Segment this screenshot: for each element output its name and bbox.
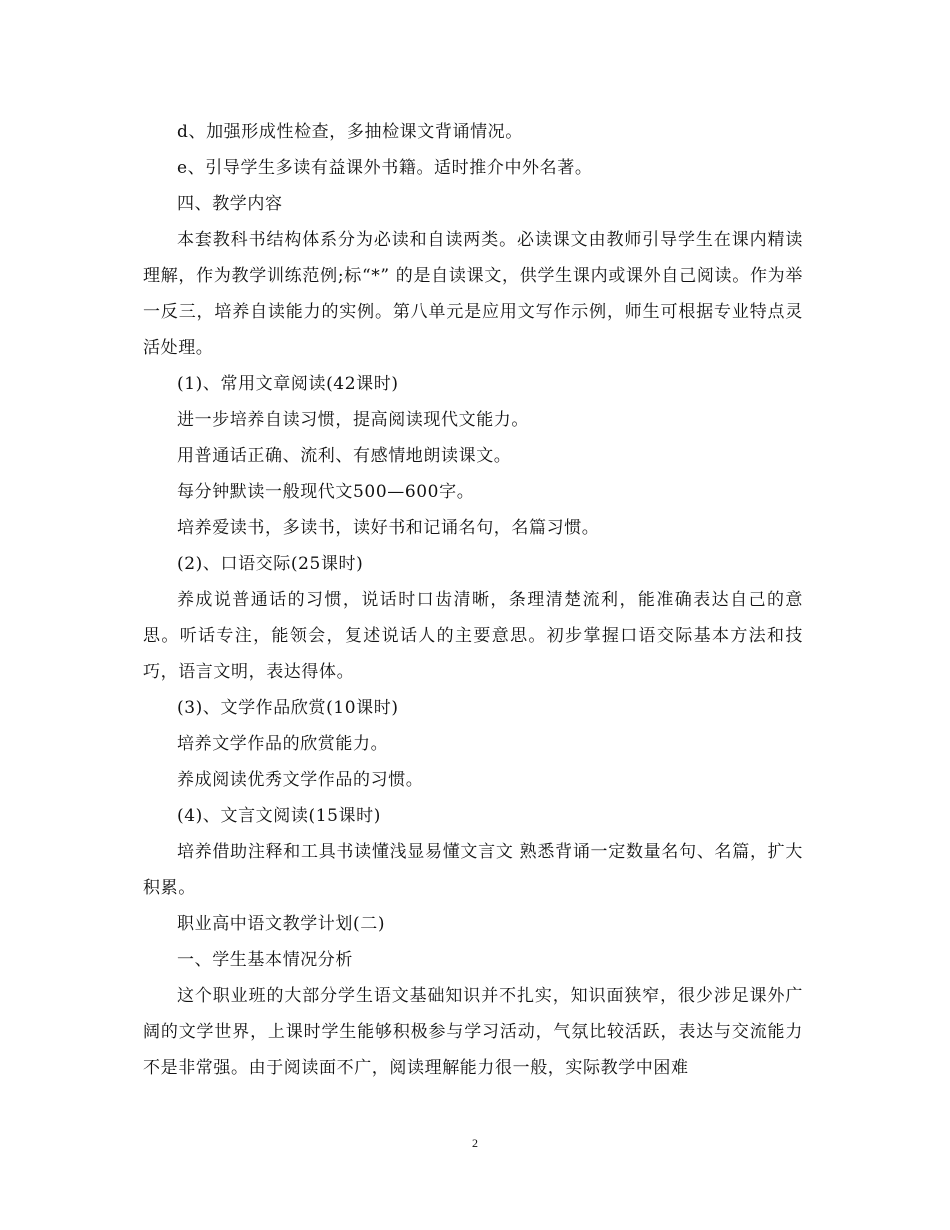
subsection-heading-classical-reading: (4)、文言文阅读(15课时) [177,806,381,826]
page-number: 2 [472,1136,478,1150]
textbook-structure-paragraph: 本套教科书结构体系分为必读和自读两类。必读课文由教师引导学生在课内精读理解，作为教学训练范例;标“*” 的是自读课文，供学生课内或课外自己阅读。作为举一反三，培养自读能力的实例。第八单元是应用文写作示例，师生可根据专业特点灵活处理。 [143,230,803,358]
item-e-text: e、引导学生多读有益课外书籍。适时推介中外名著。 [177,158,593,178]
student-analysis-paragraph: 这个职业班的大部分学生语文基础知识并不扎实，知识面狭窄，很少涉足课外广阔的文学世界，上课时学生能够积极参与学习活动，气氛比较活跃，表达与交流能力不是非常强。由于阅读面不广，阅读理解能力很一般，实际教学中困难 [143,986,803,1078]
subsection-heading-oral-communication: (2)、口语交际(25课时) [177,554,364,574]
document-body [143,114,803,1086]
document-subtitle: 职业高中语文教学计划(二) [177,914,386,934]
list-item: 培养文学作品的欣赏能力。 [177,734,389,754]
subsection-heading-article-reading: (1)、常用文章阅读(42课时) [177,374,399,394]
item-d-text: d、加强形成性检查，多抽检课文背诵情况。 [177,122,523,142]
subsection-heading-literature-appreciation: (3)、文学作品欣赏(10课时) [177,698,399,718]
list-item: 养成阅读优秀文学作品的习惯。 [177,770,424,790]
list-item: 每分钟默读一般现代文500—600字。 [177,482,475,502]
list-item: 培养爱读书，多读书，读好书和记诵名句，名篇习惯。 [177,518,600,538]
list-item: 用普通话正确、流利、有感情地朗读课文。 [177,446,512,466]
list-item: 进一步培养自读习惯，提高阅读现代文能力。 [177,410,529,430]
classical-reading-paragraph: 培养借助注释和工具书读懂浅显易懂文言文 熟悉背诵一定数量名句、名篇，扩大积累。 [143,842,803,898]
section-heading-student-analysis: 一、学生基本情况分析 [177,950,353,970]
oral-communication-paragraph: 养成说普通话的习惯，说话时口齿清晰，条理清楚流利，能准确表达自己的意思。听话专注，能领会，复述说话人的主要意思。初步掌握口语交际基本方法和技巧，语言文明，表达得体。 [143,590,803,682]
section-heading-teaching-content: 四、教学内容 [177,194,283,214]
